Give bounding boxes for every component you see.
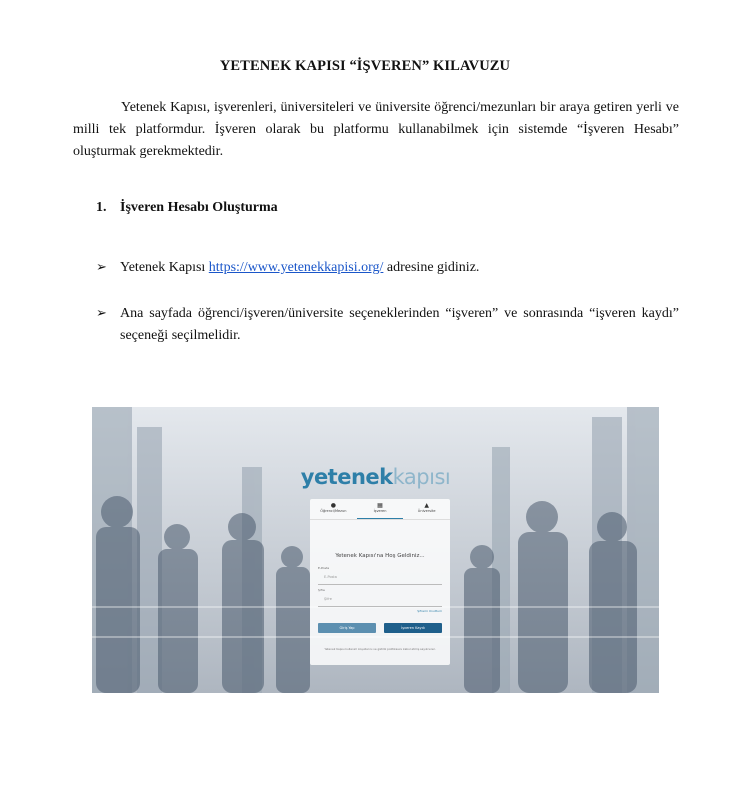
terms-text: Yetenek Kapısı kullanım koşullarını ve gizlilik politikasını kabul etmiş sayılırsınız. [324, 647, 436, 651]
email-label: E-Posta [318, 566, 330, 570]
arrow-bullet-icon: ➢ [96, 260, 107, 275]
login-button[interactable]: Giriş Yap [318, 623, 376, 633]
user-icon: ● [330, 502, 336, 509]
password-field[interactable] [318, 588, 442, 607]
password-label: Şifre [318, 588, 325, 592]
bullet-item [96, 303, 679, 347]
tab-student[interactable]: ● Öğrenci/Mezun [310, 499, 357, 519]
document-title: YETENEK KAPISI “İŞVEREN” KILAVUZU [219, 58, 511, 74]
graduation-cap-icon: ▲ [424, 502, 429, 509]
section-number: 1. [96, 200, 107, 215]
section-heading [96, 200, 278, 216]
section-title: İşveren Hesabı Oluşturma [120, 200, 278, 215]
bullet-text: adresine gidiniz. [383, 260, 480, 275]
email-placeholder: E-Posta [324, 575, 337, 579]
website-screenshot [92, 407, 659, 693]
tab-employer[interactable]: ▦ İşveren [357, 499, 404, 519]
bullet-text: Ana sayfada öğrenci/işveren/üniversite seçeneklerinden “işveren” ve sonrasında “işveren kaydı” seçeneği seçilmelidir. [120, 306, 679, 343]
password-placeholder: Şifre [324, 597, 332, 601]
bullet-item [96, 257, 679, 279]
role-tabs [310, 499, 450, 520]
building-icon: ▦ [377, 502, 383, 509]
welcome-text: Yetenek Kapısı'na Hoş Geldiniz... [335, 553, 425, 559]
bullet-text: Yetenek Kapısı [120, 260, 209, 275]
employer-register-button[interactable]: İşveren Kaydı [384, 623, 442, 633]
login-panel [310, 499, 450, 665]
tab-university[interactable]: ▲ Üniversite [403, 499, 450, 519]
yetenekkapisi-logo: yetenekkapısı [300, 465, 451, 489]
email-field[interactable] [318, 566, 442, 585]
forgot-password-link[interactable]: Şifremi Unuttum [417, 609, 442, 613]
website-link[interactable]: https://www.yetenekkapisi.org/ [208, 260, 384, 275]
intro-paragraph: Yetenek Kapısı, işverenleri, üniversiteleri ve üniversite öğrenci/mezunları bir araya getiren yerli ve milli tek platformdur. İşveren olarak bu platformu kullanabilmek için sistemde “İşveren Hesabı” oluşturmak gerekmektedir. [73, 100, 679, 159]
arrow-bullet-icon: ➢ [96, 306, 107, 321]
